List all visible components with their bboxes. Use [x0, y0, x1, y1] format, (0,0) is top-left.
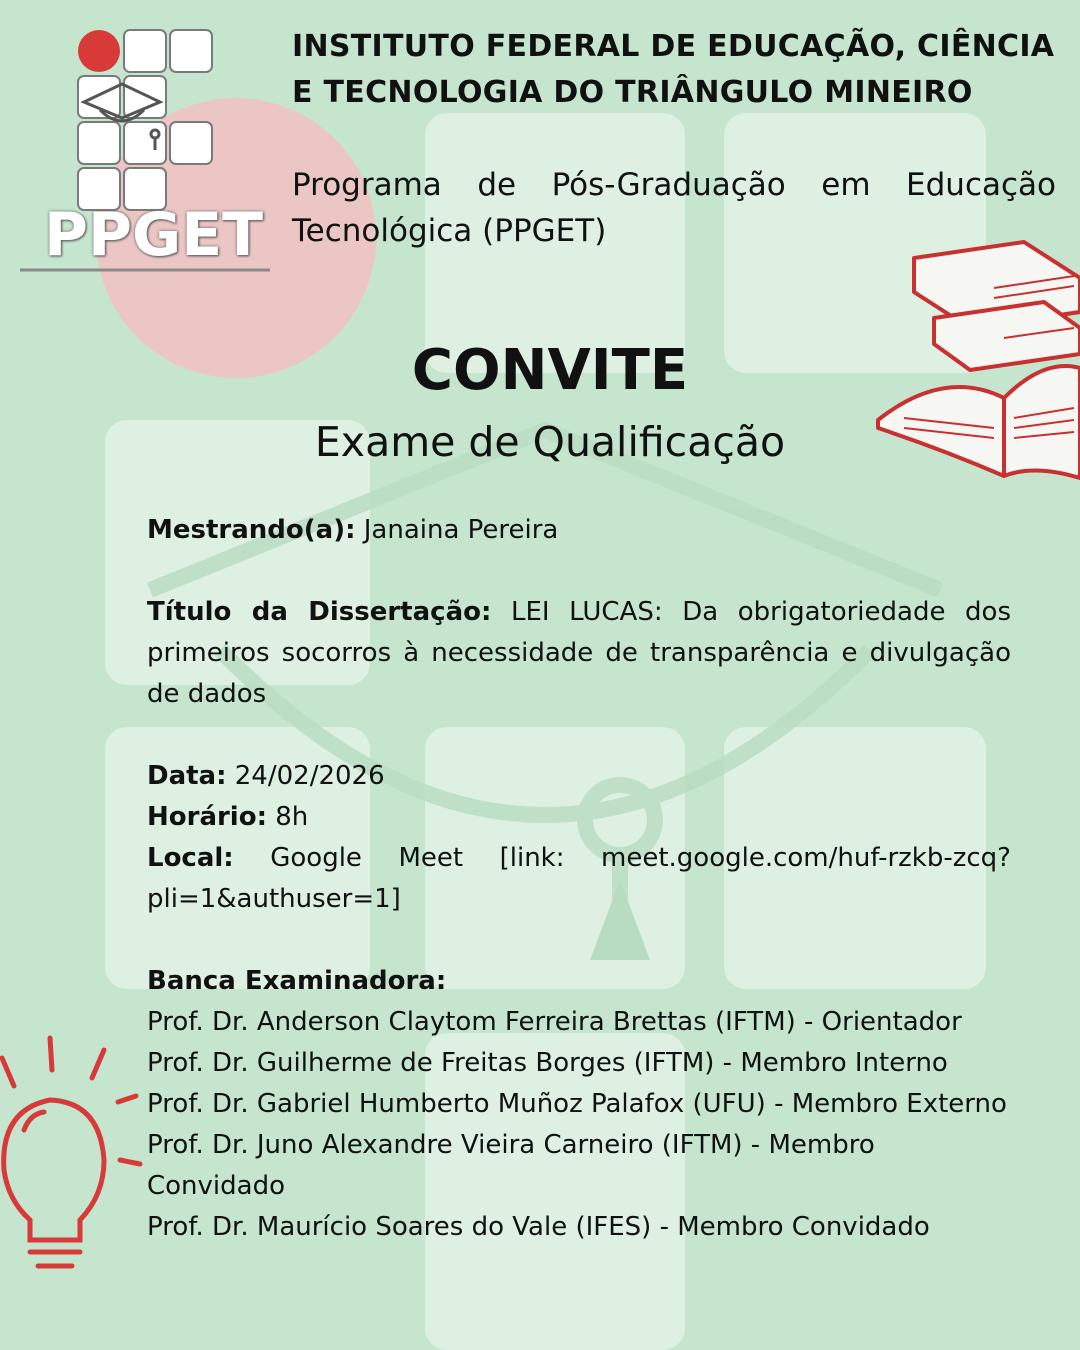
thesis-line: [147, 592, 1011, 715]
student-name: Janaina Pereira: [363, 515, 559, 545]
page-subtitle: Exame de Qualificação: [314, 418, 786, 466]
page-title: CONVITE: [411, 338, 689, 403]
place-line: [147, 838, 1011, 920]
time-value: 8h: [275, 802, 309, 832]
committee-member: Prof. Dr. Anderson Claytom Ferreira Brettas (IFTM) - Orientador: [147, 1007, 962, 1037]
committee-member: Prof. Dr. Juno Alexandre Vieira Carneiro (IFTM) - Membro Convidado: [147, 1130, 875, 1201]
committee-member: Prof. Dr. Maurício Soares do Vale (IFES) - Membro Convidado: [147, 1212, 930, 1242]
committee-member: Prof. Dr. Guilherme de Freitas Borges (IFTM) - Membro Interno: [147, 1048, 948, 1078]
date-value: 24/02/2026: [234, 761, 385, 791]
time-line: [147, 797, 1011, 838]
student-line: [147, 510, 1011, 551]
date-line: [147, 756, 1011, 797]
committee-label: Banca Examinadora:: [147, 966, 447, 996]
books-icon: [874, 228, 1080, 498]
place-label: Local:: [147, 843, 234, 873]
invitation-details: [147, 510, 1011, 1248]
place-value: Google Meet [link: meet.google.com/huf-rzkb-zcq?pli=1&authuser=1]: [147, 843, 1011, 914]
logo-text: PPGET: [44, 200, 264, 270]
student-label: Mestrando(a):: [147, 515, 356, 545]
date-label: Data:: [147, 761, 227, 791]
thesis-title: LEI LUCAS: Da obrigatoriedade dos primeiros socorros à necessidade de transparência e divulgação de dados: [147, 597, 1012, 709]
institution-name: INSTITUTO FEDERAL DE EDUCAÇÃO, CIÊNCIA E TECNOLOGIA DO TRIÂNGULO MINEIRO: [292, 29, 1055, 110]
lightbulb-icon: [0, 1030, 150, 1290]
program-name: Programa de Pós-Graduação em Educação Tecnológica (PPGET): [292, 167, 1056, 249]
committee-member: Prof. Dr. Gabriel Humberto Muñoz Palafox (UFU) - Membro Externo: [147, 1089, 1007, 1119]
time-label: Horário:: [147, 802, 267, 832]
thesis-label: Título da Dissertação:: [147, 597, 492, 627]
